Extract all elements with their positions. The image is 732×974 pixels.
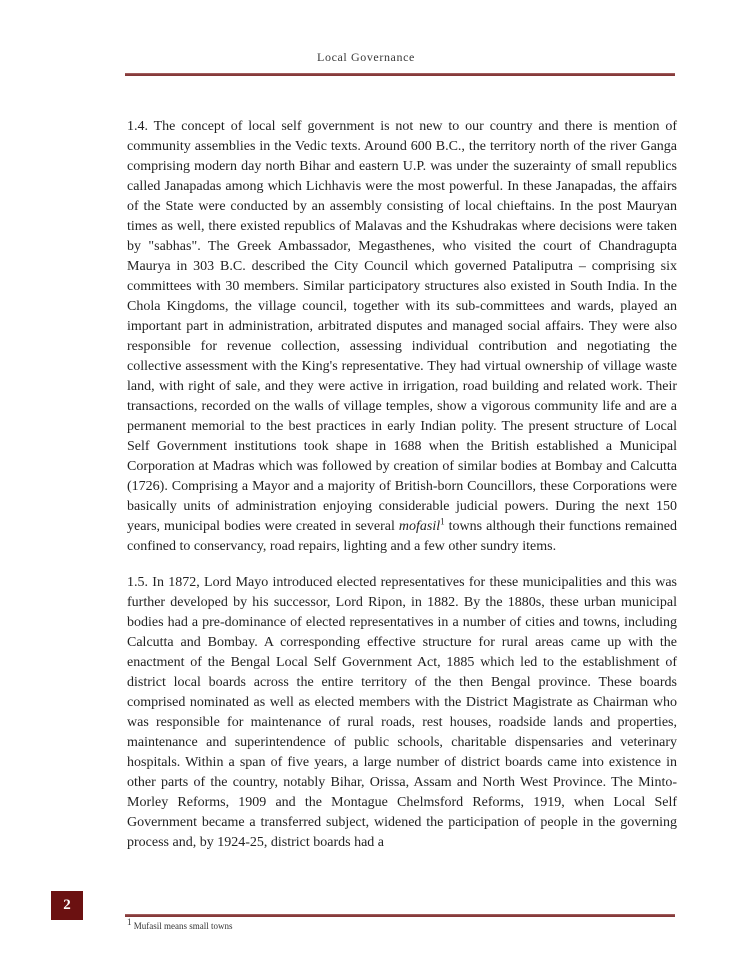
footer-rule <box>125 914 675 917</box>
header-rule <box>125 73 675 76</box>
footnote-marker: 1 <box>127 917 132 927</box>
document-body <box>127 117 677 869</box>
paragraph-1-4-text-after: towns although their functions remained confined to conservancy, road repairs, lighting and a few other sundry items. <box>127 519 677 554</box>
page-number-badge <box>51 891 83 920</box>
page-number: 2 <box>63 897 71 913</box>
footnote-reference: 1 <box>440 516 445 527</box>
paragraph-1-4-italic-term: mofasil <box>398 519 441 534</box>
paragraph-1-4-text: 1.4. The concept of local self government is not new to our country and there is mention of community assemblies in the Vedic texts. Around 600 B.C., the territory north of the river Ganga comprising modern day north Bihar and eastern U.P. was under the suzerainty of small republics called Janapadas among which Lichhavis were the most powerful. In these Janapadas, the affairs of the State were conducted by an assembly consisting of local chieftains. In the post Mauryan times as well, there existed republics of Malavas and the Kshudrakas where decisions were taken by "sabhas". The Greek Ambassador, Megasthenes, who visited the court of Chandragupta Maurya in 303 B.C. described the City Council which governed Pataliputra – comprising six committees with 30 members. Similar participatory structures also existed in South India. In the Chola Kingdoms, the village council, together with its sub-committees and wards, played an important part in administration, arbitrated disputes and managed social affairs. They were also responsible for revenue collection, assessing individual contribution and negotiating the collective assessment with the King's representative. They had virtual ownership of village waste land, with right of sale, and they were active in irrigation, road building and related work. Their transactions, recorded on the walls of village temples, show a vigorous community life and are a permanent memorial to the best practices in early Indian polity. The present structure of Local Self Government institutions took shape in 1688 when the British established a Municipal Corporation at Madras which was followed by creation of similar bodies at Bombay and Calcutta (1726). Comprising a Mayor and a majority of British-born Councillors, these Corporations were basically units of administration enjoying considerable judicial powers. During the next 150 years, municipal bodies were created in several <box>127 119 677 534</box>
paragraph-1-4 <box>127 117 677 557</box>
footnote-text: Mufasil means small towns <box>133 921 233 931</box>
paragraph-1-5: 1.5. In 1872, Lord Mayo introduced elected representatives for these municipalities and this was further developed by his successor, Lord Ripon, in 1882. By the 1880s, these urban municipal bodies had a pre-dominance of elected representatives in a number of cities and towns, including Calcutta and Bombay. A corresponding effective structure for rural areas came up with the enactment of the Bengal Local Self Government Act, 1885 which led to the establishment of district local boards across the entire territory of the then Bengal province. These boards comprised nominated as well as elected members with the District Magistrate as Chairman who was responsible for maintenance of rural roads, rest houses, roadside lands and properties, maintenance and superintendence of public schools, charitable dispensaries and veterinary hospitals. Within a span of five years, a large number of district boards came into existence in other parts of the country, notably Bihar, Orissa, Assam and North West Province. The Minto-Morley Reforms, 1909 and the Montague Chelmsford Reforms, 1919, when Local Self Government became a transferred subject, widened the participation of people in the governing process and, by 1924-25, district boards had a <box>127 575 677 850</box>
page-header-title: Local Governance <box>317 50 415 64</box>
footnote <box>127 917 233 931</box>
